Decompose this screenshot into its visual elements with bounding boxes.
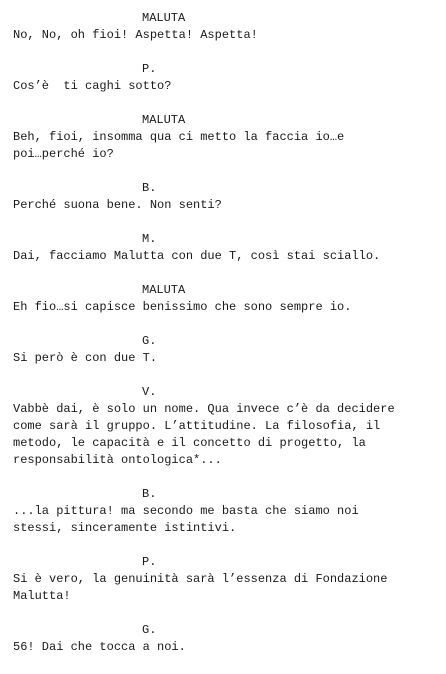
dialogue-line: responsabilità ontologica*...: [13, 453, 222, 467]
dialogue-line: No, No, oh fioi! Aspetta! Aspetta!: [13, 28, 258, 42]
dialogue-line: Malutta!: [13, 589, 71, 603]
speaker-name: G.: [142, 334, 157, 348]
speaker-name: G.: [142, 623, 157, 637]
dialogue-line: ...la pittura! ma secondo me basta che siamo noi: [13, 504, 359, 518]
dialogue-line: Si però è con due T.: [13, 351, 158, 365]
dialogue-line: Dai, facciamo Malutta con due T, così stai sciallo.: [13, 249, 381, 263]
speaker-name: B.: [142, 181, 157, 195]
speaker-name: MALUTA: [142, 283, 186, 297]
speaker-name: P.: [142, 62, 157, 76]
speaker-name: M.: [142, 232, 157, 246]
dialogue-line: Perché suona bene. Non senti?: [13, 198, 222, 212]
speaker-name: MALUTA: [142, 113, 186, 127]
dialogue-line: Vabbè dai, è solo un nome. Qua invece c’è da decidere: [13, 402, 395, 416]
dialogue-line: poi…perché io?: [13, 147, 114, 161]
dialogue-line: metodo, le capacità e il concetto di progetto, la: [13, 436, 366, 450]
dialogue-line: Eh fio…si capisce benissimo che sono sempre io.: [13, 300, 352, 314]
speaker-name: V.: [142, 385, 157, 399]
speaker-name: MALUTA: [142, 11, 186, 25]
dialogue-line: Cos’è ti caghi sotto?: [13, 79, 172, 93]
dialogue-line: Si è vero, la genuinità sarà l’essenza di Fondazione: [13, 572, 388, 586]
speaker-name: P.: [142, 555, 157, 569]
speaker-name: B.: [142, 487, 157, 501]
dialogue-line: Beh, fioi, insomma qua ci metto la faccia io…e: [13, 130, 345, 144]
dialogue-line: 56! Dai che tocca a noi.: [13, 640, 186, 654]
dialogue-line: come sarà il gruppo. L’attitudine. La filosofia, il: [13, 419, 381, 433]
dialogue-line: stessi, sinceramente istintivi.: [13, 521, 237, 535]
